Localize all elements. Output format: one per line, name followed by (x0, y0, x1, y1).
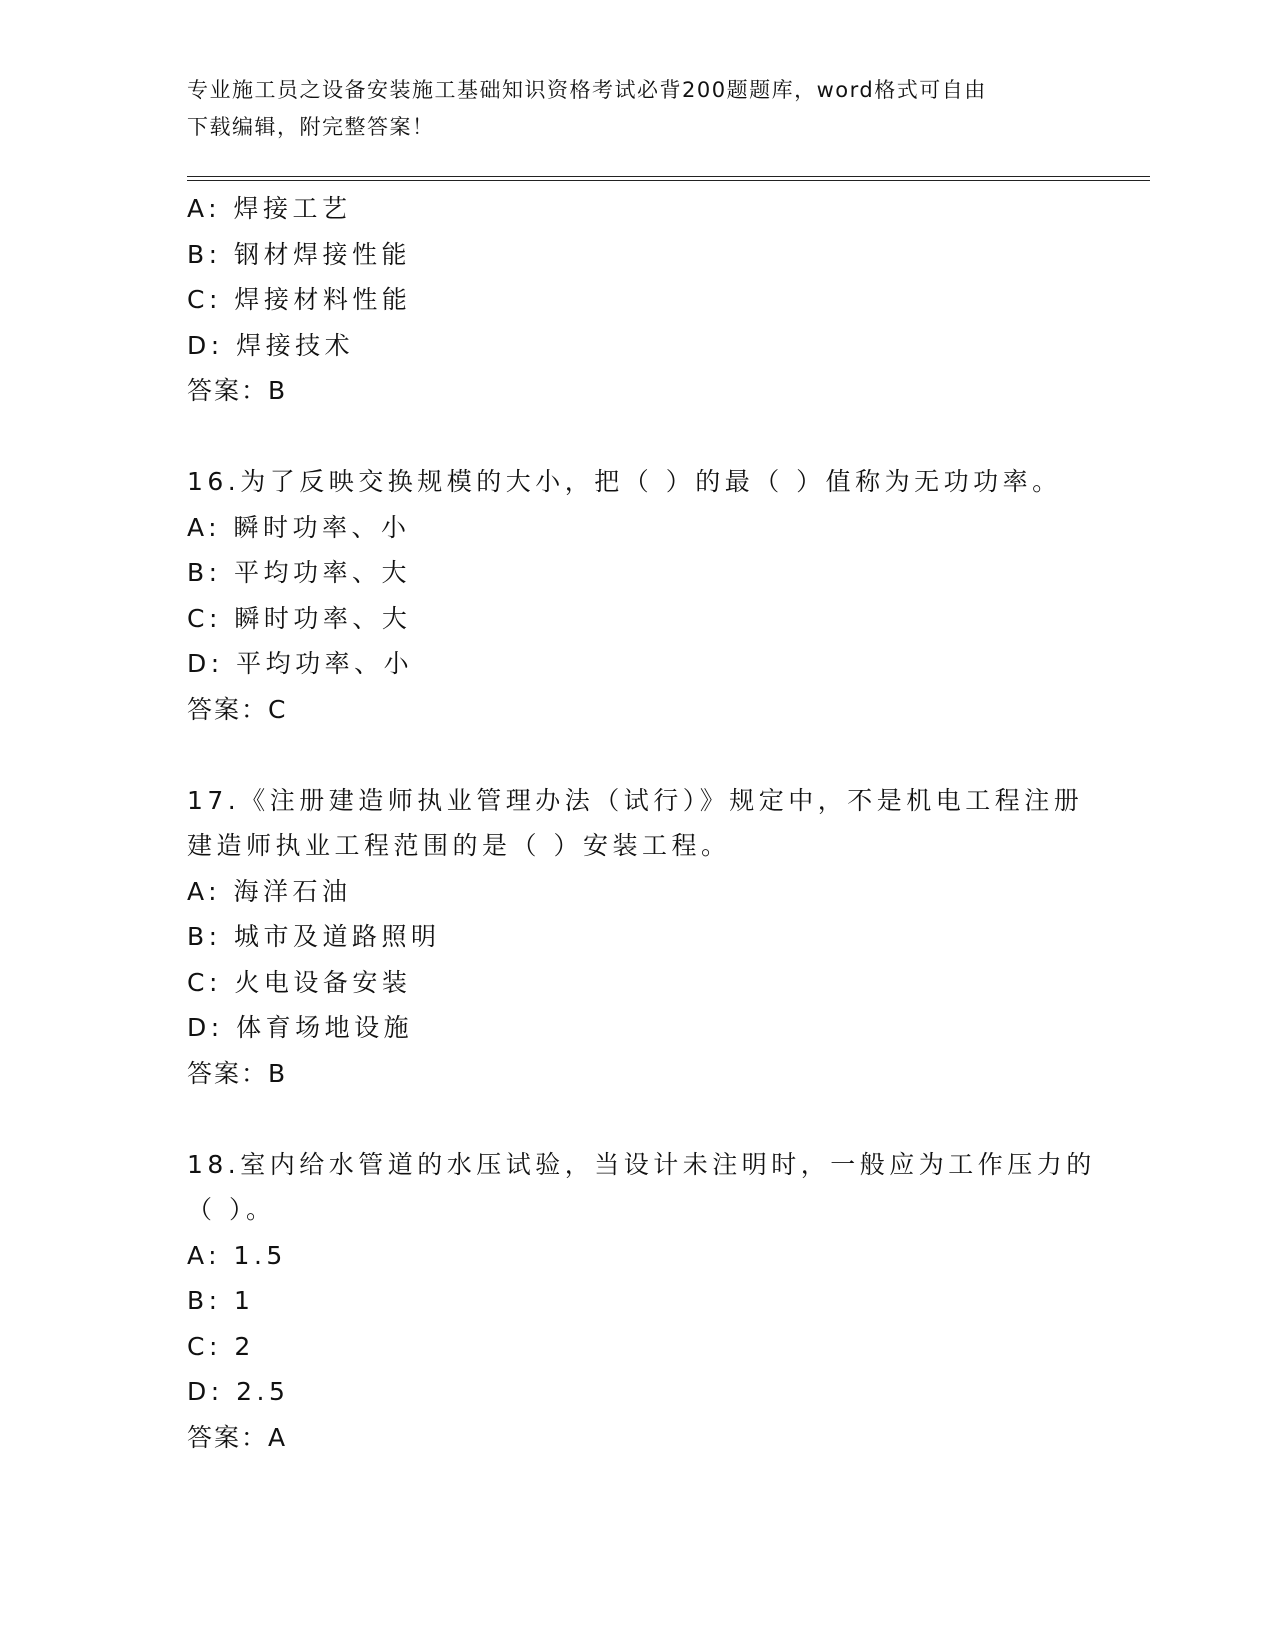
question-text-line-1: 18.室内给水管道的水压试验，当设计未注明时，一般应为工作压力的 (187, 1149, 1096, 1179)
question-text: 16.为了反映交换规模的大小，把（ ）的最（ ）值称为无功功率。 (187, 467, 1062, 496)
question-16 (187, 459, 1087, 732)
option-a: A: 瞬时功率、小 (187, 512, 411, 542)
header-divider-top (187, 176, 1150, 177)
option-c: C: 焊接材料性能 (187, 285, 412, 314)
question-text-line-2: （ ）。 (187, 1195, 276, 1224)
answer-line: 答案：B (187, 1058, 288, 1088)
spacer (187, 1096, 1087, 1142)
option-d: D: 焊接技术 (187, 330, 355, 360)
header-divider-bottom (187, 180, 1150, 181)
question-text-line-1: 17.《注册建造师执业管理办法（试行）》规定中，不是机电工程注册 (187, 785, 1084, 815)
option-a: A: 海洋石油 (187, 876, 352, 906)
header-line-1: 专业施工员之设备安装施工基础知识资格考试必背200题题库，word格式可自由 (187, 78, 987, 102)
option-d: D: 体育场地设施 (187, 1013, 414, 1042)
spacer (187, 732, 1087, 778)
option-a: A: 1.5 (187, 1240, 287, 1270)
option-c: C: 瞬时功率、大 (187, 603, 412, 633)
spacer (187, 414, 1087, 460)
option-b: B: 城市及道路照明 (187, 922, 441, 951)
option-d: D: 2.5 (187, 1377, 290, 1406)
option-b: B: 钢材焊接性能 (187, 239, 412, 269)
question-list (187, 186, 1096, 1460)
option-a: A: 焊接工艺 (187, 194, 352, 223)
question-17 (187, 778, 1087, 1097)
option-c: C: 2 (187, 1331, 255, 1361)
option-d: D: 平均功率、小 (187, 649, 414, 678)
header-line-2: 下载编辑，附完整答案！ (187, 115, 435, 139)
answer-line: 答案：B (187, 376, 288, 405)
option-b: B: 1 (187, 1286, 255, 1315)
answer-line: 答案：C (187, 694, 288, 724)
question-18 (187, 1142, 1096, 1461)
document-header (187, 72, 1067, 146)
question-15 (187, 186, 1087, 414)
answer-line: 答案：A (187, 1422, 288, 1452)
option-b: B: 平均功率、大 (187, 558, 412, 587)
option-c: C: 火电设备安装 (187, 967, 412, 997)
question-text-line-2: 建造师执业工程范围的是（ ）安装工程。 (187, 831, 731, 860)
